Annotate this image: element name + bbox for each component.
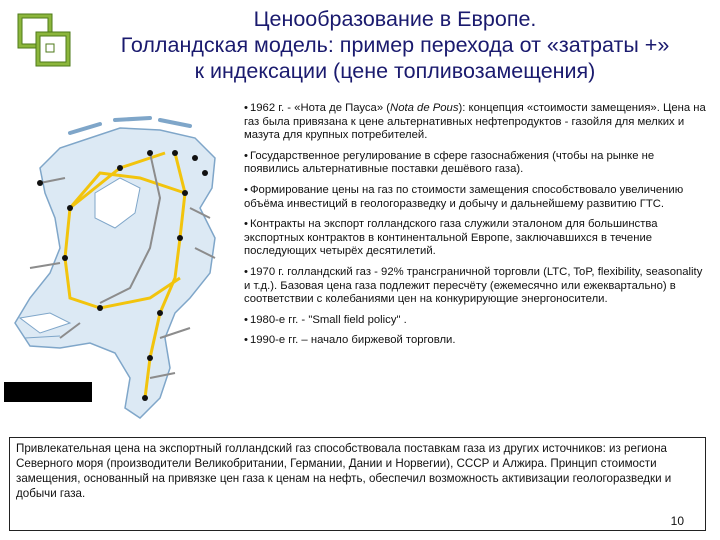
bullet-2: • Государственное регулирование в сфере газоснабжения (чтобы на рынке не появились альтернативные поставки дешёвого газа). [244,149,655,176]
summary-box [9,437,706,531]
title-line-1: Ценообразование в Европе. [253,7,537,31]
slide-title [80,6,710,84]
bullet-list [244,102,710,355]
nota-de-pous-italic: Nota de Pous [390,102,459,114]
bullet-1: • 1962 г. - «Нота де Пауса» (Nota de Pous): концепция «стоимости замещения». Цена на газ была привязана к цене альтернативных нефтепродуктов - газойля для мелких и мазута для крупных потребителей. [244,102,706,142]
summary-text: Привлекательная цена на экспортный голландский газ способствовала поставкам газа из других источников: из региона Северного моря (производители Великобритании, Германии, Дании и Норвегии), СССР и Алжира. Принцип стоимости замещения, основанный на привязке цен газа к ценам на нефть, обеспечил возможность активизации геологоразведки и добычи газа. [16,442,672,500]
black-rectangle [4,382,92,402]
page-number: 10 [670,514,684,528]
bullet-5: • 1970 г. голландский газ - 92% трансграничной торговли (LTC, ToP, flexibility, seasonality и т.д.). Базовая цена газа подлежит пересчёту (ежемесячно или ежеквартально) в соответствии с колебаниями цен на конкурирующие энергоносители. [244,265,703,306]
netherlands-gas-map [0,98,236,428]
bullet-3: • Формирование цены на газ по стоимости замещения способствовало увеличению объёма инвестиций в геологоразведку и добычу и дальнейшему развитию ГТС. [244,183,684,210]
bullet-4: • Контракты на экспорт голландского газа служили эталоном для большинства экспортных контрактов в континентальной Европе, заключавшихся в течение последующих четырёх десятилетий. [244,218,658,258]
bullet-6: • 1980-е гг. - "Small field policy" . [244,313,407,326]
slide-logo-icon [16,12,78,70]
title-line-2: Голландская модель: пример перехода от «затраты +» [120,33,670,57]
bullet-7: • 1990-е гг. – начало биржевой торговли. [244,334,456,347]
title-line-3: к индексации (цене топливозамещения) [194,59,596,83]
